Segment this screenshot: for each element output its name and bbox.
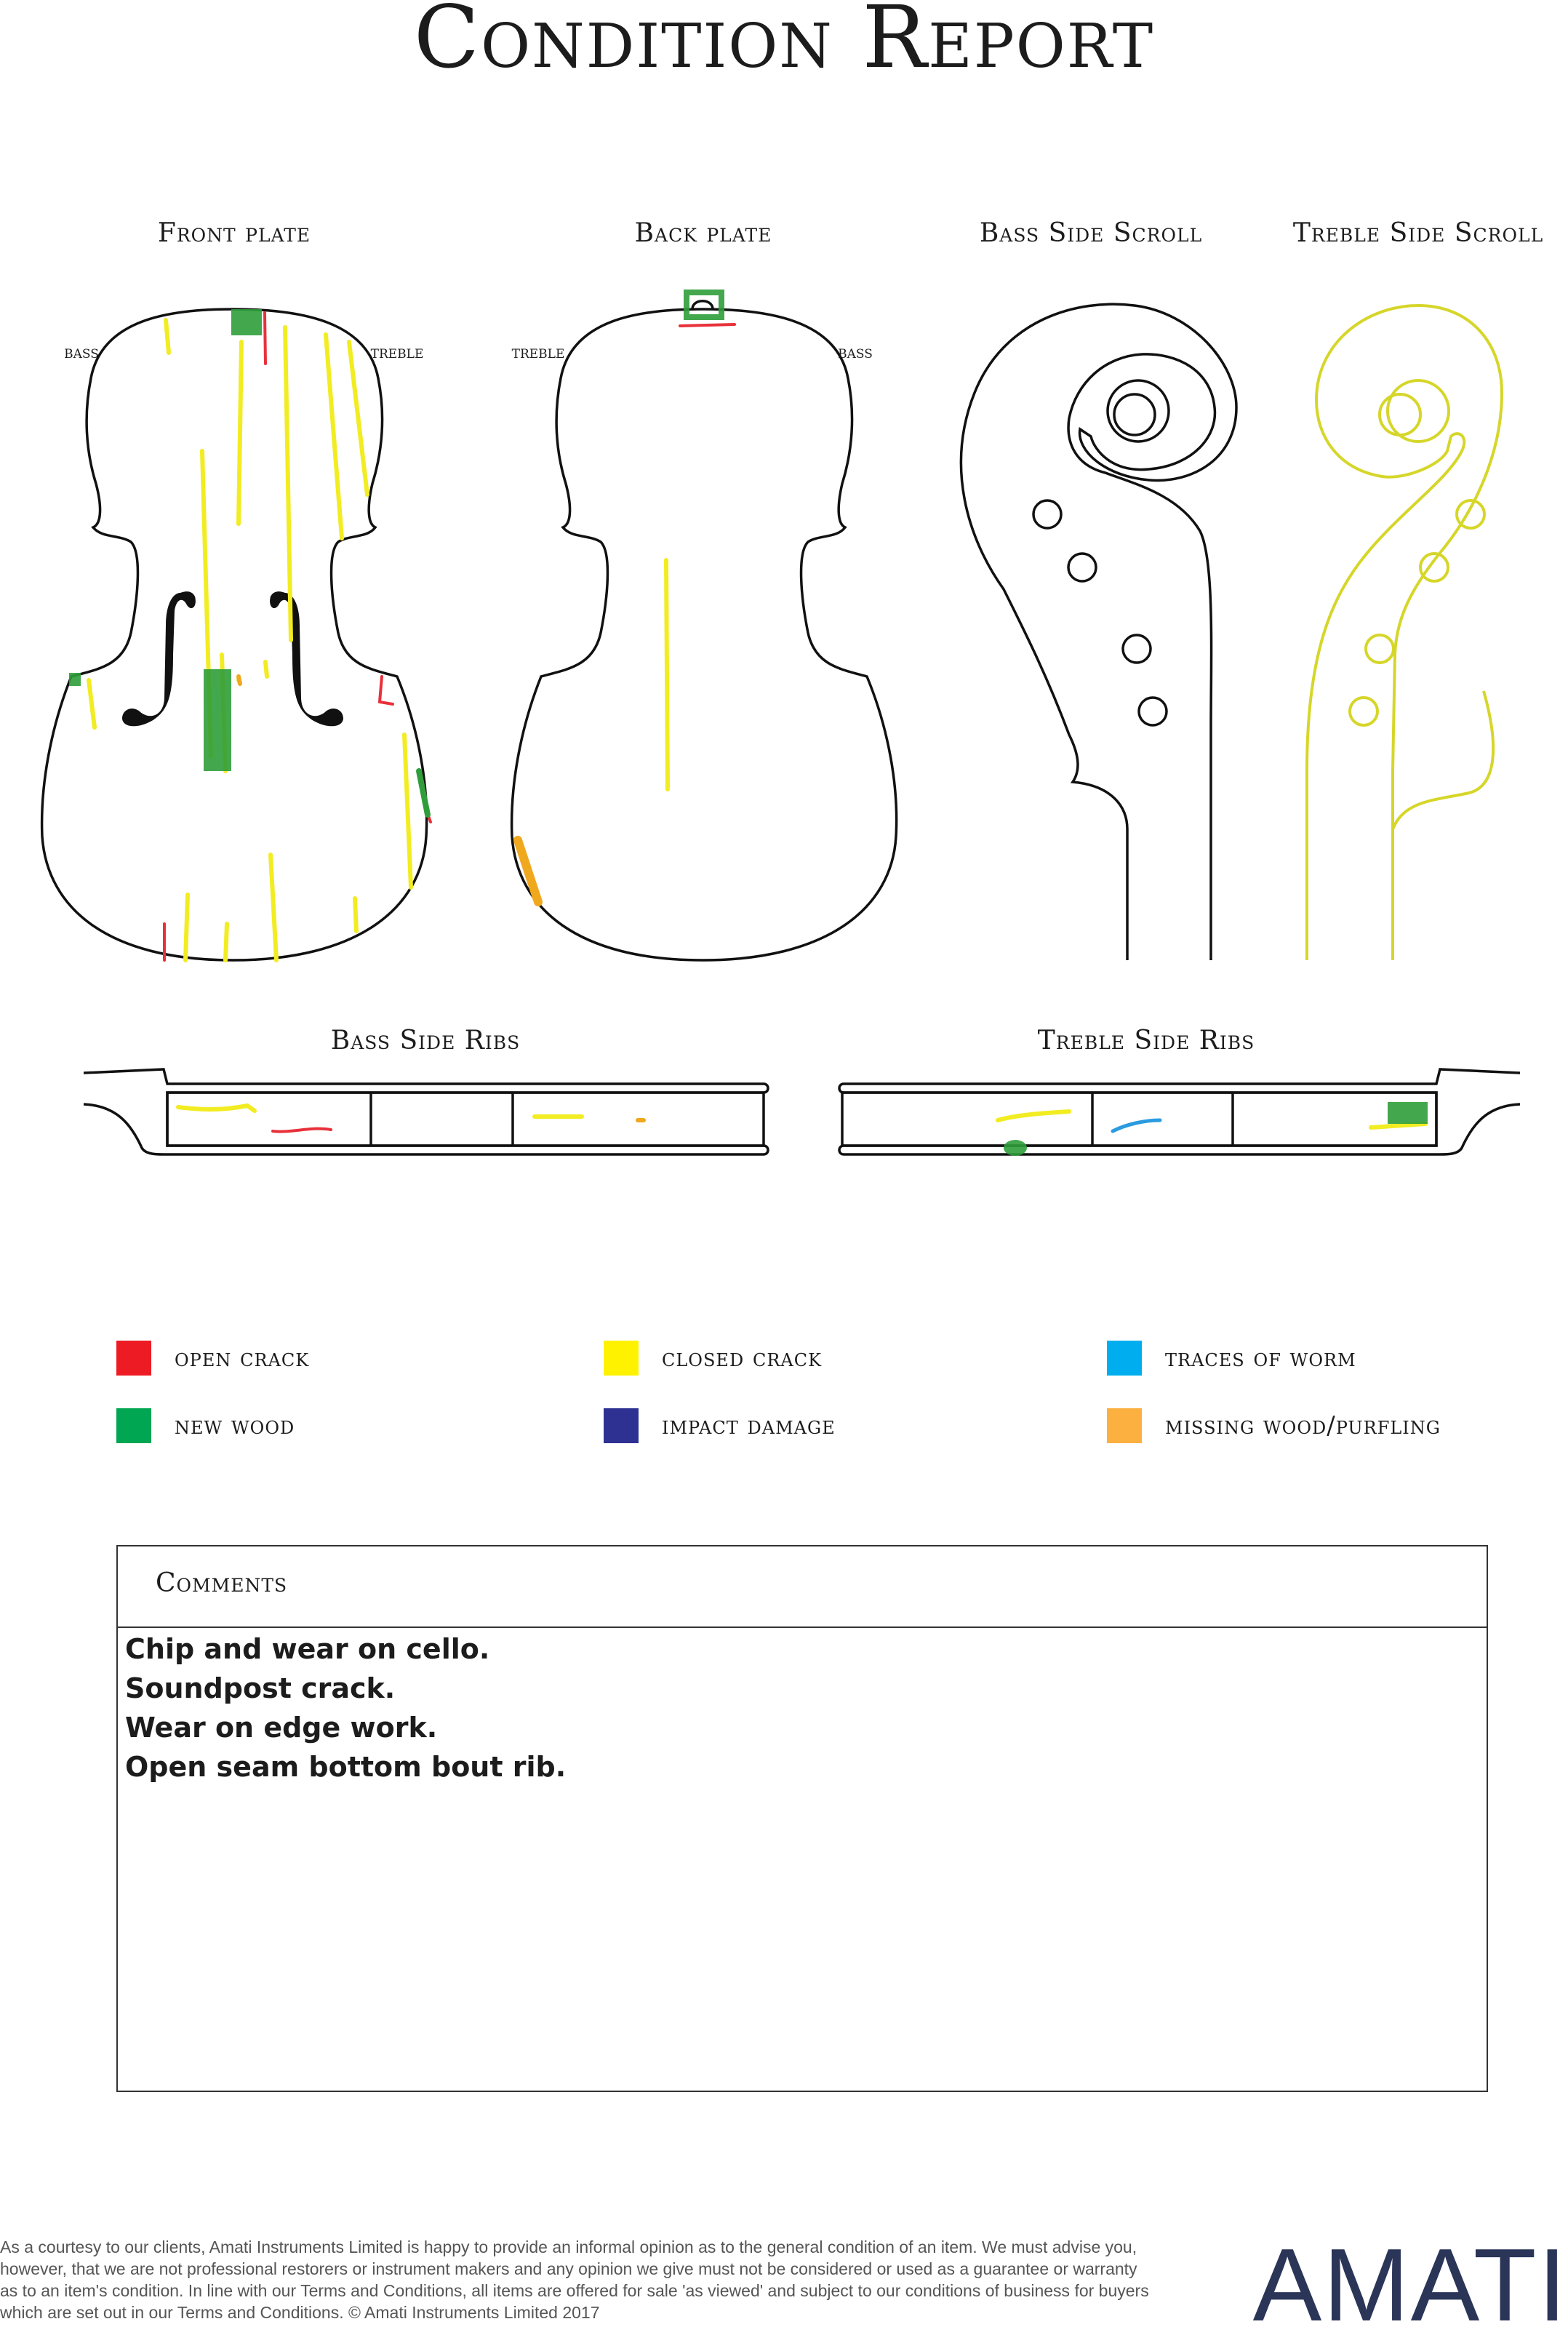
closed-crack-swatch <box>604 1341 639 1376</box>
page-title: Condition Report <box>413 0 1155 87</box>
legend-missing-wood <box>1107 1408 1441 1443</box>
comments-header <box>118 1546 1487 1628</box>
legend-label: open crack <box>175 1344 310 1373</box>
front-treble-label: treble <box>370 342 424 362</box>
treble-side-scroll-label: Treble Side Scroll <box>1292 218 1544 248</box>
comment-line: Wear on edge work. <box>125 1712 438 1744</box>
legend-traces-of-worm <box>1107 1341 1356 1376</box>
comments-box <box>116 1545 1488 2092</box>
comments-text <box>125 1629 566 1787</box>
bass-side-ribs-label: Bass Side Ribs <box>330 1026 521 1055</box>
back-treble-label: treble <box>511 342 565 362</box>
legend-label: closed crack <box>662 1344 823 1373</box>
treble-ribs-markings <box>998 1102 1428 1156</box>
missing-wood-swatch <box>1107 1408 1142 1443</box>
comment-line: Soundpost crack. <box>125 1672 396 1704</box>
new-wood-swatch <box>116 1408 151 1443</box>
legend-closed-crack <box>604 1341 822 1376</box>
bass-side-scroll-label: Bass Side Scroll <box>979 218 1203 248</box>
legend-new-wood <box>116 1408 295 1443</box>
legend-impact-damage <box>604 1408 836 1443</box>
comment-line: Chip and wear on cello. <box>125 1633 490 1665</box>
front-plate-label: Front plate <box>157 218 311 248</box>
impact-damage-swatch <box>604 1408 639 1443</box>
legend-label: missing wood/purfling <box>1165 1411 1441 1440</box>
disclaimer-text: As a courtesy to our clients, Amati Instruments Limited is happy to provide an informal opinion as to the general condition of an item. We must advise you, however, that we are not professional restorers or instrument makers and any opinion we give must not be considered or used as a guarantee or warranty as to an item's condition. In line with our Terms and Conditions, all items are offered for sale 'as viewed' and subject to our conditions of business for buyers which are set out in our Terms and Conditions. © Amati Instruments Limited 2017 <box>0 2238 1149 2322</box>
back-plate-label: Back plate <box>634 218 772 248</box>
legend-open-crack <box>116 1341 309 1376</box>
amati-logo: AMATI <box>1252 2227 1568 2343</box>
open-crack-swatch <box>116 1341 151 1376</box>
treble-side-ribs-label: Treble Side Ribs <box>1037 1026 1255 1055</box>
legend-label: impact damage <box>662 1411 836 1440</box>
back-bass-label: bass <box>838 342 873 362</box>
legend-label: traces of worm <box>1165 1344 1356 1373</box>
front-bass-label: bass <box>64 342 99 362</box>
legend-label: new wood <box>175 1411 295 1440</box>
traces-of-worm-swatch <box>1107 1341 1142 1376</box>
comments-title: Comments <box>156 1568 288 1598</box>
comment-line: Open seam bottom bout rib. <box>125 1751 567 1783</box>
